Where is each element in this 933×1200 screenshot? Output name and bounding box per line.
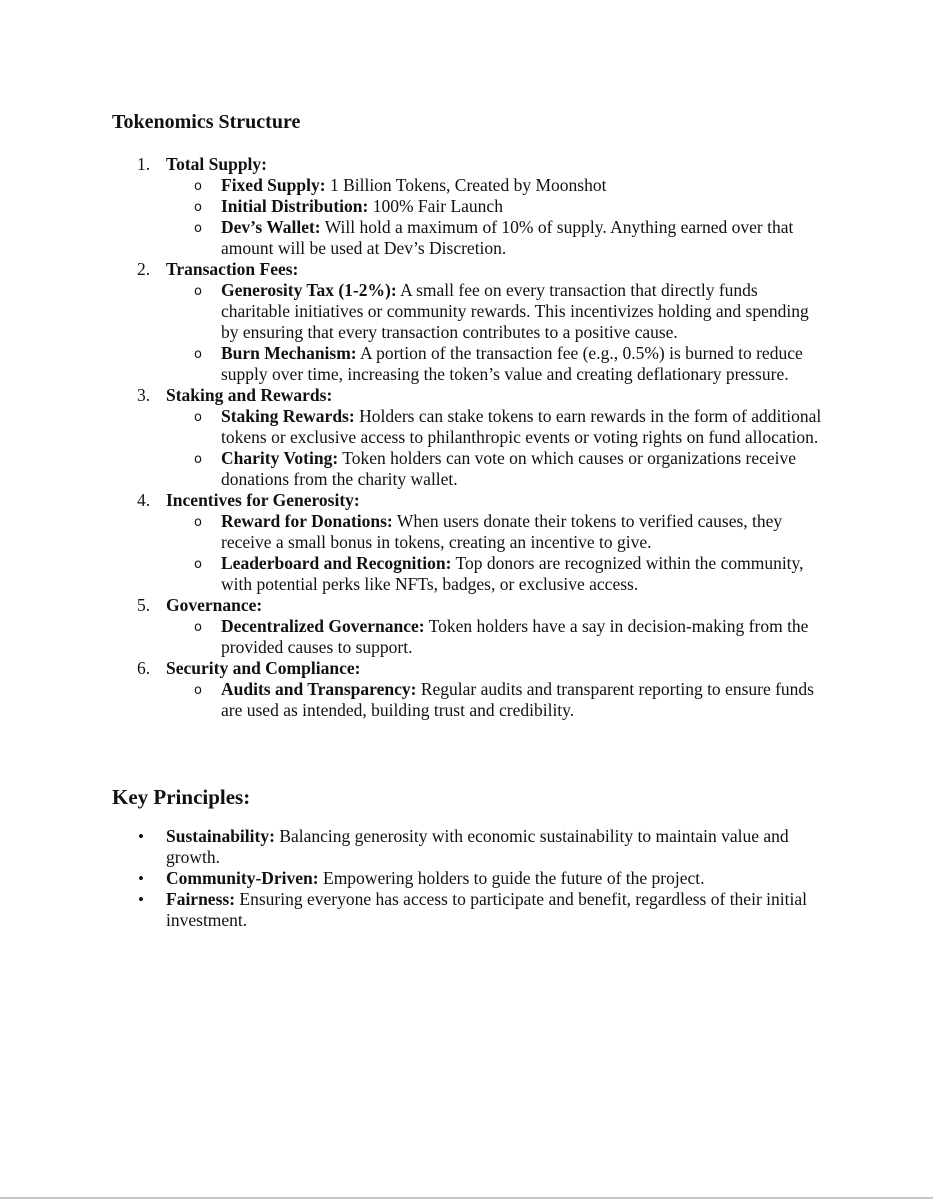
- principle-community-driven: [138, 868, 821, 889]
- sub-item-devs-wallet: [194, 217, 826, 259]
- item-label: Fixed Supply:: [221, 175, 326, 195]
- sub-list: [0, 406, 933, 490]
- sub-list: [0, 280, 933, 385]
- item-label: Initial Distribution:: [221, 196, 369, 216]
- item-text: Holders can stake tokens to earn rewards in the form of additional tokens or exclusive access to philanthropic events or voting rights on fund allocation.: [221, 406, 822, 447]
- item-label: Staking Rewards:: [221, 406, 355, 426]
- hollow-bullet-icon: o: [194, 200, 202, 215]
- principle-text: Empowering holders to guide the future of the project.: [318, 868, 705, 888]
- item-label: Leaderboard and Recognition:: [221, 553, 452, 573]
- hollow-bullet-icon: o: [194, 347, 202, 362]
- item-label: Generosity Tax (1-2%):: [221, 280, 397, 300]
- principle-label: Fairness:: [166, 889, 236, 909]
- hollow-bullet-icon: o: [194, 410, 202, 425]
- section-number: 4.: [137, 490, 151, 510]
- hollow-bullet-icon: o: [194, 683, 202, 698]
- sub-item-decentralized-governance: [194, 616, 826, 658]
- section-number: 5.: [137, 595, 151, 615]
- item-text: Token holders have a say in decision-making from the provided causes to support.: [221, 616, 809, 657]
- sub-item-staking-rewards: [194, 406, 826, 448]
- item-text: 1 Billion Tokens, Created by Moonshot: [325, 175, 607, 195]
- hollow-bullet-icon: o: [194, 557, 202, 572]
- bullet-icon: •: [138, 890, 144, 909]
- sub-item-audits-transparency: [194, 679, 826, 721]
- section-title: Transaction Fees:: [166, 259, 299, 279]
- sub-list: [0, 616, 933, 658]
- tokenomics-heading: Tokenomics Structure: [112, 111, 301, 133]
- hollow-bullet-icon: o: [194, 452, 202, 467]
- section-title: Governance:: [166, 595, 263, 615]
- sub-list: [0, 511, 933, 595]
- section-number: 2.: [137, 259, 151, 279]
- sub-item-fixed-supply: [194, 175, 826, 196]
- section-title: Incentives for Generosity:: [166, 490, 360, 510]
- principle-label: Sustainability:: [166, 826, 275, 846]
- principle-fairness: [138, 889, 821, 931]
- section-title: Total Supply:: [166, 154, 268, 174]
- sub-item-leaderboard: [194, 553, 826, 595]
- item-text: Top donors are recognized within the community, with potential perks like NFTs, badges, or exclusive access.: [221, 553, 804, 594]
- sub-item-reward-for-donations: [194, 511, 826, 553]
- hollow-bullet-icon: o: [194, 284, 202, 299]
- item-label: Charity Voting:: [221, 448, 339, 468]
- sub-list: [0, 175, 933, 259]
- section-number: 1.: [137, 154, 151, 174]
- hollow-bullet-icon: o: [194, 620, 202, 635]
- section-incentives: [0, 490, 933, 595]
- section-total-supply: [0, 154, 933, 259]
- hollow-bullet-icon: o: [194, 179, 202, 194]
- item-text: When users donate their tokens to verified causes, they receive a small bonus in tokens, creating an incentive to give.: [221, 511, 783, 552]
- principle-text: Balancing generosity with economic sustainability to maintain value and growth.: [166, 826, 789, 867]
- item-text: Token holders can vote on which causes or organizations receive donations from the charity wallet.: [221, 448, 797, 489]
- sub-list: [0, 679, 933, 721]
- sub-item-generosity-tax: [194, 280, 826, 343]
- principles-list: [0, 826, 933, 931]
- item-text: 100% Fair Launch: [368, 196, 503, 216]
- item-text: Will hold a maximum of 10% of supply. Anything earned over that amount will be used at Dev’s Discretion.: [221, 217, 794, 258]
- sub-item-charity-voting: [194, 448, 826, 490]
- item-label: Decentralized Governance:: [221, 616, 425, 636]
- principle-label: Community-Driven:: [166, 868, 319, 888]
- bullet-icon: •: [138, 869, 144, 888]
- item-text: A small fee on every transaction that directly funds charitable initiatives or community rewards. This incentivizes holding and spending by ensuring that every transaction contributes to a positive cause.: [221, 280, 809, 342]
- tokenomics-sections: [0, 154, 933, 721]
- hollow-bullet-icon: o: [194, 515, 202, 530]
- section-title: Security and Compliance:: [166, 658, 361, 678]
- section-security: [0, 658, 933, 721]
- item-label: Audits and Transparency:: [221, 679, 417, 699]
- bullet-icon: •: [138, 827, 144, 846]
- sub-item-burn-mechanism: [194, 343, 826, 385]
- page-bottom-divider: [0, 1197, 933, 1199]
- section-transaction-fees: [0, 259, 933, 385]
- section-staking-rewards: [0, 385, 933, 490]
- item-label: Dev’s Wallet:: [221, 217, 321, 237]
- section-number: 3.: [137, 385, 151, 405]
- hollow-bullet-icon: o: [194, 221, 202, 236]
- key-principles-heading: Key Principles:: [112, 785, 251, 809]
- item-label: Reward for Donations:: [221, 511, 393, 531]
- principle-text: Ensuring everyone has access to participate and benefit, regardless of their initial investment.: [166, 889, 807, 930]
- item-label: Burn Mechanism:: [221, 343, 357, 363]
- item-text: A portion of the transaction fee (e.g., 0.5%) is burned to reduce supply over time, increasing the token’s value and creating deflationary pressure.: [221, 343, 803, 384]
- section-number: 6.: [137, 658, 151, 678]
- principle-sustainability: [138, 826, 821, 868]
- section-governance: [0, 595, 933, 658]
- item-text: Regular audits and transparent reporting to ensure funds are used as intended, building trust and credibility.: [221, 679, 814, 720]
- sub-item-initial-distribution: [194, 196, 826, 217]
- section-title: Staking and Rewards:: [166, 385, 333, 405]
